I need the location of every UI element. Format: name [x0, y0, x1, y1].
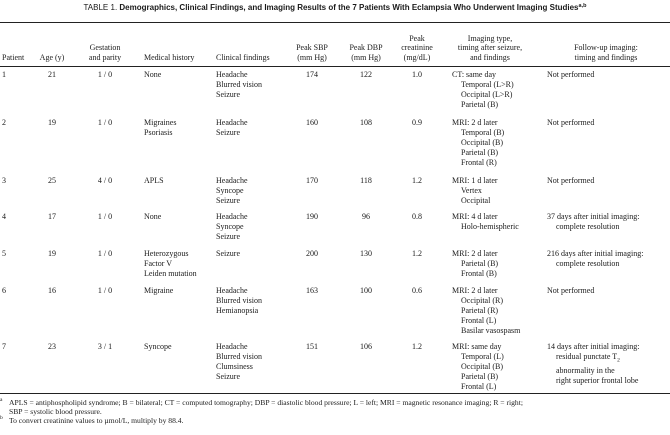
header-age: Age (y) [39, 52, 65, 62]
cell-patient: 5 [2, 249, 6, 258]
cell-creatinine: 1.2 [412, 342, 422, 351]
cell-clinical-findings: Headache Blurred vision Seizure [216, 70, 262, 99]
header-patient: Patient [2, 52, 25, 62]
cell-peak-dbp: 100 [360, 286, 372, 295]
cell-patient: 7 [2, 342, 6, 351]
cell-follow-up: Not performed [547, 176, 595, 185]
cell-age: 19 [48, 249, 56, 258]
cell-peak-sbp: 151 [306, 342, 318, 351]
cell-peak-sbp: 174 [306, 70, 318, 79]
header-peak-sbp: Peak SBP (mm Hg) [296, 43, 328, 62]
header-clinical-findings: Clinical findings [216, 52, 270, 62]
cell-imaging: MRI: 1 d later Vertex Occipital [452, 176, 498, 205]
cell-creatinine: 0.8 [412, 212, 422, 221]
cell-imaging: MRI: same day Temporal (L) Occipital (B) Parietal (B) Frontal (L) [452, 342, 504, 391]
cell-clinical-findings: Seizure [216, 249, 240, 258]
cell-clinical-findings: Headache Syncope Seizure [216, 212, 248, 241]
cell-peak-dbp: 122 [360, 70, 372, 79]
cell-follow-up: 14 days after initial imaging: residual punctate $T_2$ abnormality in the right superior frontal lobe [547, 342, 640, 385]
cell-creatinine: 0.6 [412, 286, 422, 295]
header-follow-up-imaging: Follow-up imaging: timing and findings [574, 43, 638, 62]
footnote-a: a APLS = antiphospholipid syndrome; B = bilateral; CT = computed tomography; DBP = diastolic blood pressure; L = left; MRI = magnetic resonance imaging; R = right; SBP = systolic blood pressure. [0, 397, 523, 416]
bottom-rule [0, 393, 670, 394]
cell-peak-sbp: 160 [306, 118, 318, 127]
cell-imaging: MRI: 2 d later Parietal (B) Frontal (B) [452, 249, 499, 278]
header-peak-creatinine: Peak creatinine (mg/dL) [401, 33, 433, 62]
cell-patient: 3 [2, 176, 6, 185]
cell-follow-up: Not performed [547, 118, 595, 127]
cell-age: 19 [48, 118, 56, 127]
footnote-b: b To convert creatinine values to µmol/L, multiply by 88.4. [0, 415, 184, 425]
cell-peak-dbp: 118 [360, 176, 372, 185]
cell-peak-dbp: 96 [362, 212, 370, 221]
header-rule [0, 66, 670, 67]
cell-gestation: 1 / 0 [97, 70, 113, 79]
cell-gestation: 1 / 0 [97, 249, 113, 258]
cell-creatinine: 1.2 [412, 249, 422, 258]
cell-imaging: CT: same day Temporal (L>R) Occipital (L>R) Parietal (B) [452, 70, 514, 109]
cell-medical-history: Migraine [144, 286, 174, 295]
cell-follow-up: Not performed [547, 286, 595, 295]
cell-imaging: MRI: 2 d later Occipital (R) Parietal (R) Frontal (L) Basilar vasospasm [452, 286, 521, 335]
cell-creatinine: 1.2 [412, 176, 422, 185]
cell-age: 21 [48, 70, 56, 79]
cell-gestation: 1 / 0 [97, 286, 113, 295]
cell-medical-history: None [144, 212, 162, 221]
cell-medical-history: APLS [144, 176, 164, 185]
table-header [0, 24, 670, 64]
cell-creatinine: 1.0 [412, 70, 422, 79]
caption-prefix: TABLE 1. [83, 3, 118, 12]
cell-follow-up: 37 days after initial imaging: complete resolution [547, 212, 640, 231]
header-medical-history: Medical history [144, 52, 195, 62]
cell-gestation: 4 / 0 [97, 176, 113, 185]
cell-creatinine: 0.9 [412, 118, 422, 127]
cell-clinical-findings: Headache Syncope Seizure [216, 176, 248, 205]
cell-medical-history: None [144, 70, 162, 79]
cell-follow-up: 216 days after initial imaging: complete resolution [547, 249, 644, 268]
caption-title: Demographics, Clinical Findings, and Imaging Results of the 7 Patients With Eclampsia Who Underwent Imaging Studies [119, 3, 579, 12]
cell-clinical-findings: Headache Seizure [216, 118, 248, 137]
cell-age: 16 [48, 286, 56, 295]
cell-patient: 4 [2, 212, 6, 221]
cell-peak-sbp: 170 [306, 176, 318, 185]
cell-gestation: 3 / 1 [97, 342, 113, 351]
cell-clinical-findings: Headache Blurred vision Hemianopsia [216, 286, 262, 315]
cell-follow-up: Not performed [547, 70, 595, 79]
cell-medical-history: Migraines Psoriasis [144, 118, 177, 137]
cell-gestation: 1 / 0 [97, 212, 113, 221]
cell-medical-history: Heterozygous Factor V Leiden mutation [144, 249, 197, 278]
cell-peak-dbp: 108 [360, 118, 372, 127]
cell-peak-dbp: 106 [360, 342, 372, 351]
cell-medical-history: Syncope [144, 342, 172, 351]
cell-age: 25 [48, 176, 56, 185]
cell-peak-sbp: 163 [306, 286, 318, 295]
cell-peak-dbp: 130 [360, 249, 372, 258]
cell-peak-sbp: 190 [306, 212, 318, 221]
cell-age: 17 [48, 212, 56, 221]
cell-imaging: MRI: 2 d later Temporal (B) Occipital (B) Parietal (B) Frontal (R) [452, 118, 505, 167]
top-rule [0, 22, 670, 23]
footnotes [0, 398, 670, 425]
cell-age: 23 [48, 342, 56, 351]
cell-clinical-findings: Headache Blurred vision Clumsiness Seizure [216, 342, 262, 381]
header-gestation: Gestation and parity [88, 43, 122, 62]
cell-gestation: 1 / 0 [97, 118, 113, 127]
cell-patient: 2 [2, 118, 6, 127]
caption-superscript: a,b [578, 3, 587, 9]
table-caption [0, 3, 670, 12]
cell-patient: 6 [2, 286, 6, 295]
cell-peak-sbp: 200 [306, 249, 318, 258]
cell-patient: 1 [2, 70, 6, 79]
header-imaging: Imaging type, timing after seizure, and findings [457, 33, 523, 62]
cell-imaging: MRI: 4 d later Holo-hemispheric [452, 212, 519, 231]
header-peak-dbp: Peak DBP (mm Hg) [349, 43, 383, 62]
